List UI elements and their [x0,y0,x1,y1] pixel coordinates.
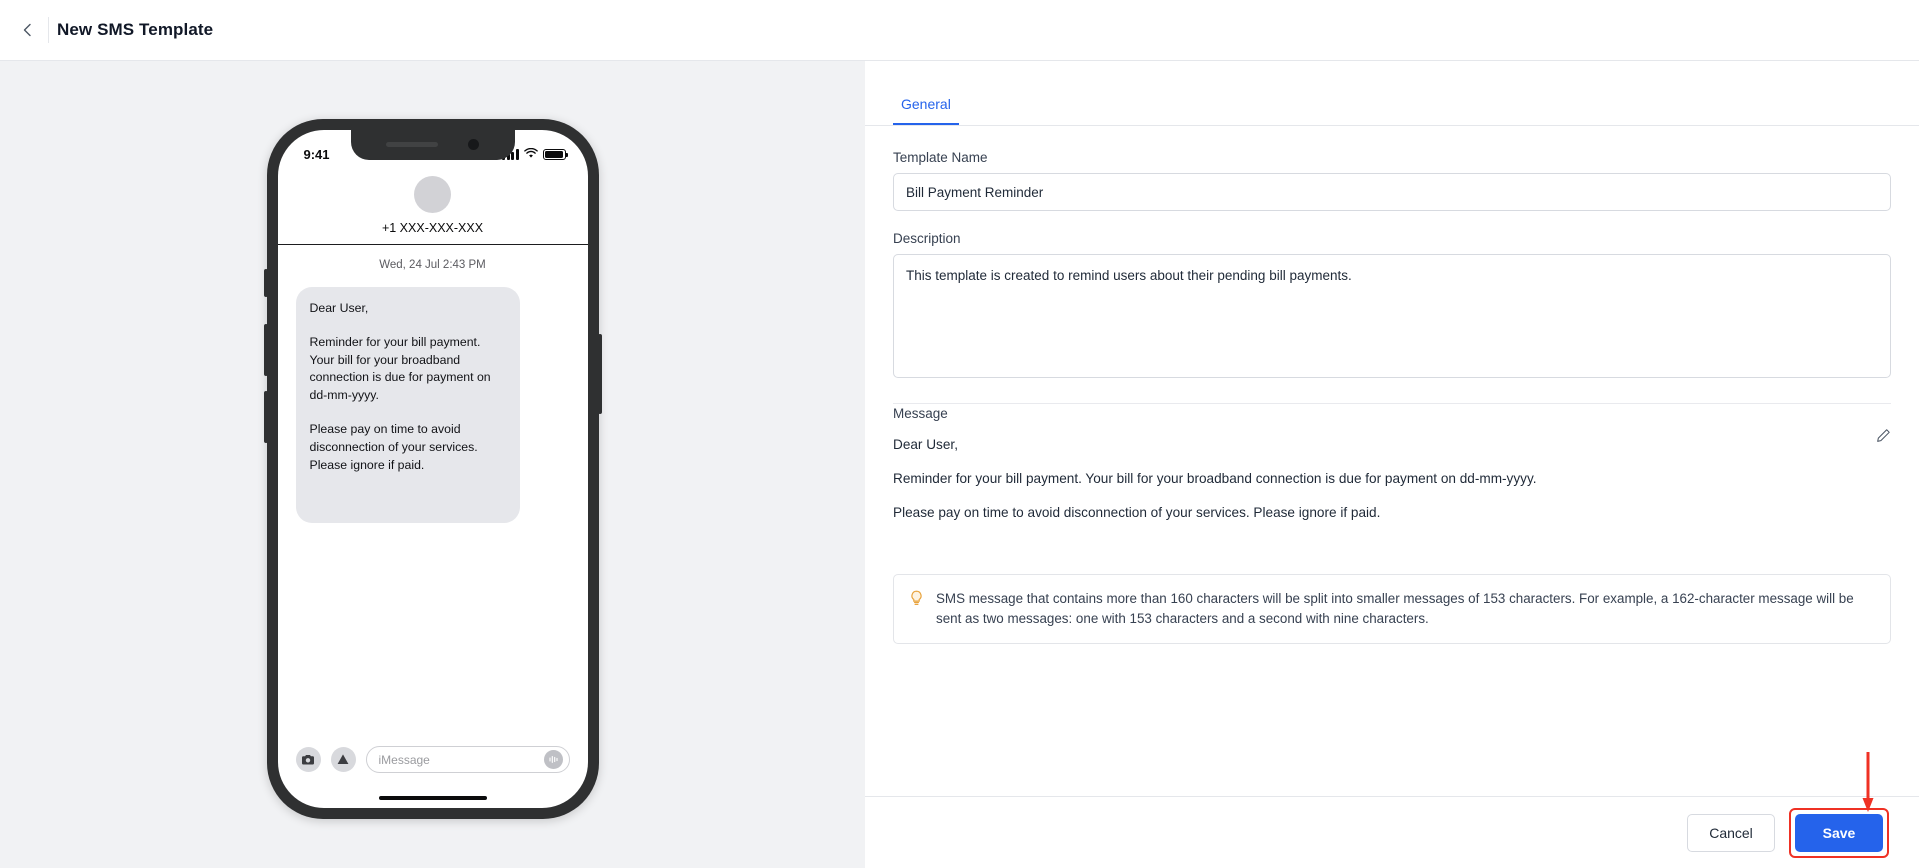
template-name-input[interactable] [893,173,1891,211]
imessage-input[interactable] [366,746,570,773]
form-pane [865,61,1919,868]
tab-bar [865,79,1919,126]
chat-input-row [278,732,588,788]
pencil-icon[interactable] [1876,428,1891,448]
phone-silent-switch [264,269,268,297]
contact-number: +1 XXX-XXX-XXX [381,220,484,235]
status-time: 9:41 [303,147,330,162]
character-limit-notice [893,574,1891,644]
phone-mockup [267,119,599,819]
battery-icon [543,149,566,160]
phone-volume-up-button [264,324,268,376]
wifi-icon [524,147,538,162]
back-button[interactable] [10,12,46,48]
bubble-line-2: Reminder for your bill payment. Your bill for your broadband connection is due for payment on dd-mm-yyyy. [309,335,491,402]
save-button[interactable]: Save [1795,814,1883,852]
message-body [893,435,1876,522]
chat-body [278,245,588,732]
toolbar-divider [48,17,49,43]
imessage-placeholder: iMessage [378,752,430,767]
description-label: Description [893,231,961,246]
section-divider [893,403,1891,404]
chevron-left-icon [20,22,36,38]
lightbulb-icon [909,590,924,612]
phone-volume-down-button [264,391,268,443]
description-field [893,231,1891,383]
front-camera-icon [468,139,479,150]
audio-waveform-icon[interactable] [544,750,563,769]
tab-general[interactable]: General [893,96,959,125]
template-name-label: Template Name [893,150,988,165]
phone-notch [351,130,515,160]
camera-icon[interactable] [296,747,321,772]
description-textarea[interactable] [893,254,1891,378]
save-button-highlight [1789,808,1889,858]
message-section [893,406,1891,522]
sms-preview-pane [0,61,865,868]
message-timestamp: Wed, 24 Jul 2:43 PM [379,258,486,271]
bubble-line-3: Please pay on time to avoid disconnection of your services. Please ignore if paid. [309,422,478,472]
page-title: New SMS Template [57,20,214,39]
message-header [893,406,1891,522]
message-label: Message [893,406,948,421]
message-line-3: Please pay on time to avoid disconnection of your services. Please ignore if paid. [893,505,1381,520]
form-footer [865,796,1919,868]
phone-power-button [598,334,602,414]
earpiece-speaker [386,142,438,147]
page-body [0,61,1919,868]
form-content [865,126,1919,796]
message-line-2: Reminder for your bill payment. Your bill for your broadband connection is due for payment on dd-mm-yyyy. [893,471,1537,486]
top-bar [0,0,1919,61]
cancel-button[interactable]: Cancel [1687,814,1775,852]
phone-screen [278,130,588,808]
chat-header [278,174,588,245]
template-name-field [893,150,1891,211]
home-indicator [278,788,588,808]
notice-text: SMS message that contains more than 160 characters will be split into smaller messages of 153 characters. For example, a 162-character message will be sent as two messages: one with 153 characters and a second with nine characters. [936,591,1854,626]
avatar [414,176,451,213]
message-bubble [296,287,520,523]
message-line-1: Dear User, [893,437,958,452]
app-store-icon[interactable] [331,747,356,772]
bubble-line-1: Dear User, [309,300,369,315]
